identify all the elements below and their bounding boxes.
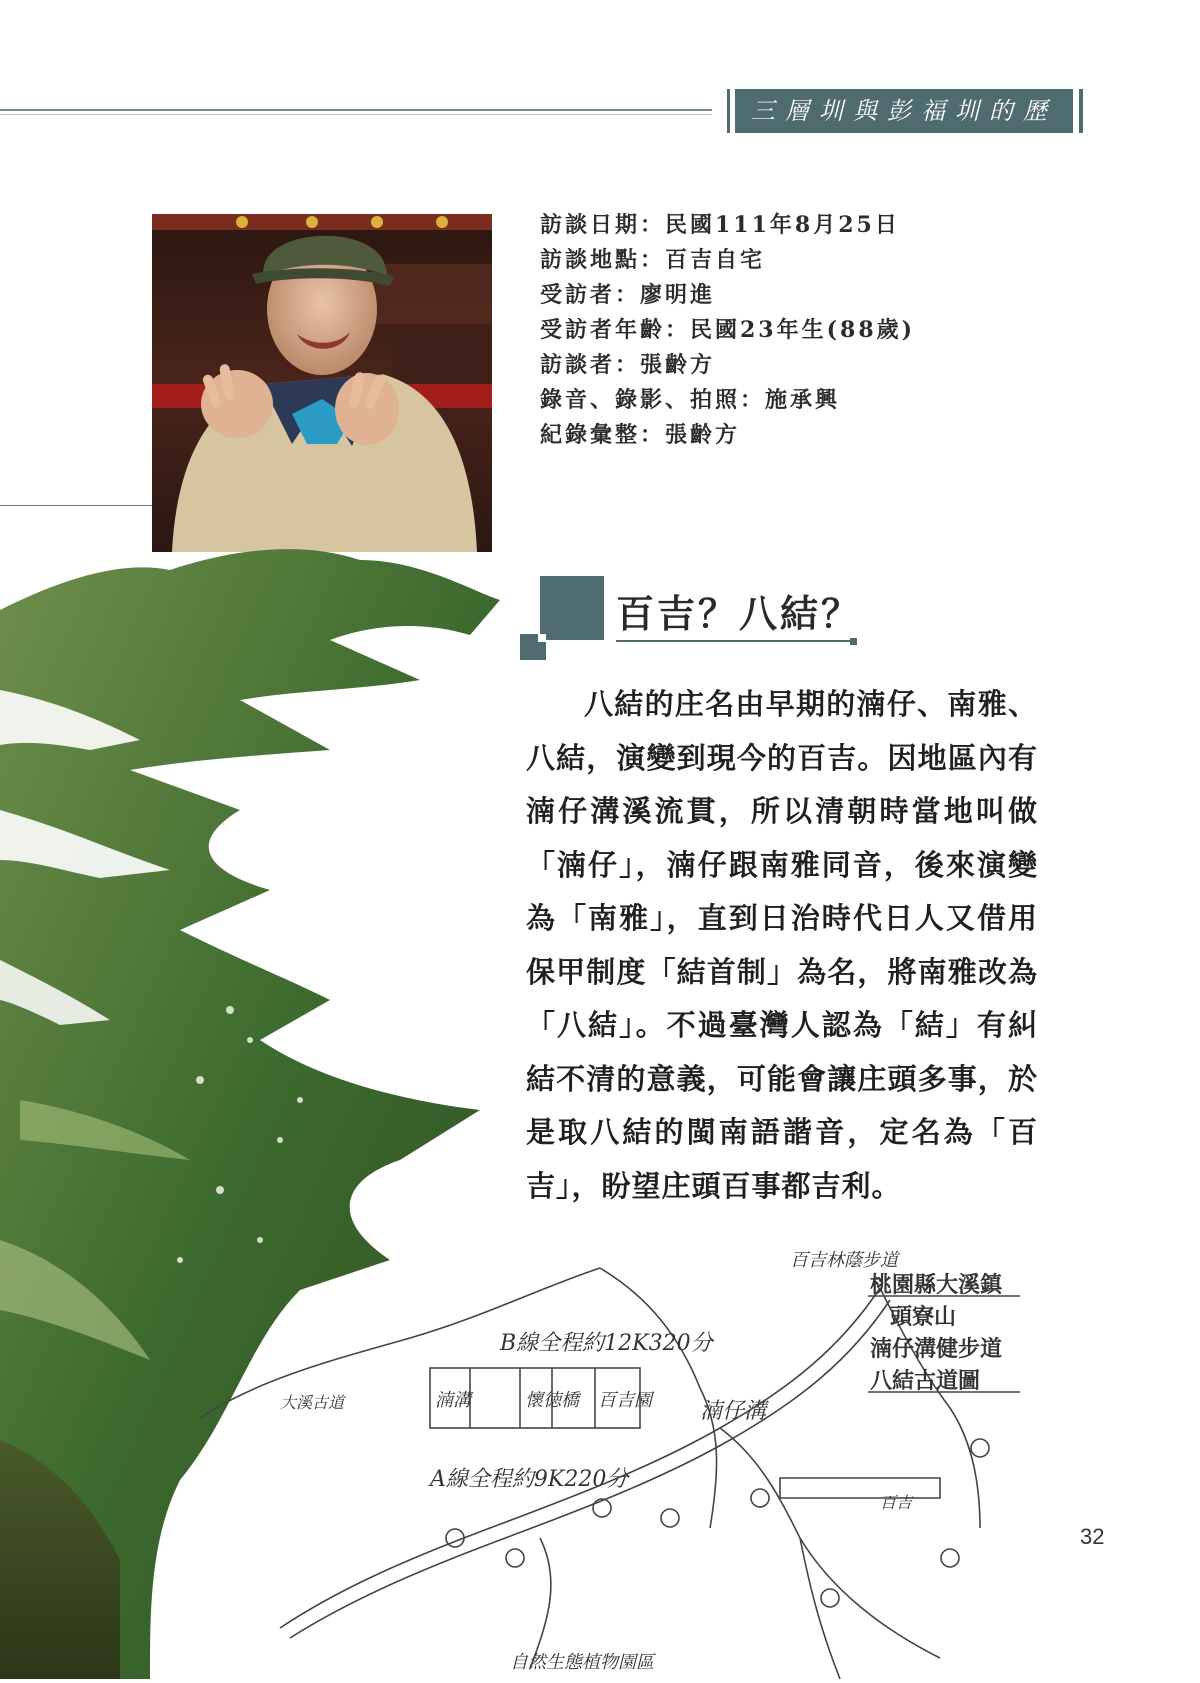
map-place-baiji: 百吉 (880, 1493, 913, 1512)
interviewee-photo (152, 214, 492, 552)
trail-map-art (180, 1228, 1030, 1679)
map-title-line-1: 桃園縣大溪鎮 (870, 1272, 1003, 1298)
map-title-line-2: 頭寮山 (890, 1304, 957, 1330)
heading-decoration-large (540, 576, 604, 640)
section-title: 百吉？八結？ (616, 591, 863, 636)
compiler-credit: 紀錄彙整：張齡方 (540, 422, 741, 448)
map-route-a: A線全程約9K220分 (430, 1467, 629, 1492)
map-place-baiji-trail: 百吉林蔭步道 (790, 1250, 898, 1271)
interviewee: 受訪者：廖明進 (540, 282, 716, 308)
map-title-line-4: 八結古道圖 (870, 1368, 981, 1394)
interviewee-age: 受訪者年齡：民國23年生(88歲) (540, 317, 916, 343)
chapter-banner (730, 89, 1073, 169)
heading-decoration-gap (538, 634, 546, 642)
map-table-col5: 百吉園 (598, 1390, 652, 1411)
recording-credit: 錄音、錄影、拍照：施承興 (540, 387, 841, 413)
map-route-b: B線全程約12K320分 (500, 1331, 713, 1356)
map-title-line-3: 湳仔溝健步道 (870, 1336, 1003, 1362)
map-place-nanzigou: 湳仔溝 (700, 1399, 767, 1424)
page-number: 32 (1080, 1524, 1105, 1549)
chapter-title: 三層圳與彭福圳的歷史 (751, 97, 1057, 169)
interview-location: 訪談地點：百吉自宅 (540, 247, 766, 273)
map-place-dakeng: 大溪古道 (280, 1393, 345, 1412)
photo-side-rule (0, 505, 152, 506)
interviewer: 訪談者：張齡方 (540, 352, 716, 378)
header-rule-thin (0, 114, 712, 115)
map-table-col1: 湳溝 (435, 1390, 471, 1411)
map-place-garden: 自然生態植物園區 (510, 1652, 654, 1673)
section-title-underline (616, 640, 854, 642)
interview-date: 訪談日期：民國111年8月25日 (540, 212, 900, 238)
map-table-col3: 懷徳橋 (525, 1390, 579, 1411)
interview-info (540, 208, 915, 453)
header-rule (0, 109, 712, 111)
trail-map (180, 1228, 1030, 1679)
section-body: 八結的庄名由早期的湳仔、南雅、八結，演變到現今的百吉。因地區內有湳仔溝溪流貫，所以清朝時當地叫做「湳仔」，湳仔跟南雅同音，後來演變為「南雅」，直到日治時代日人又借用保甲制度「結首制」為名，將南雅改為「八結」。不過臺灣人認為「結」有糾結不清的意義，可能會讓庄頭多事，於是取八結的閩南語諧音，定名為「百吉」，盼望庄頭百事都吉利。 (526, 687, 1038, 1203)
section-title-underline-end (850, 638, 857, 645)
interviewee-photo-art (152, 214, 492, 552)
